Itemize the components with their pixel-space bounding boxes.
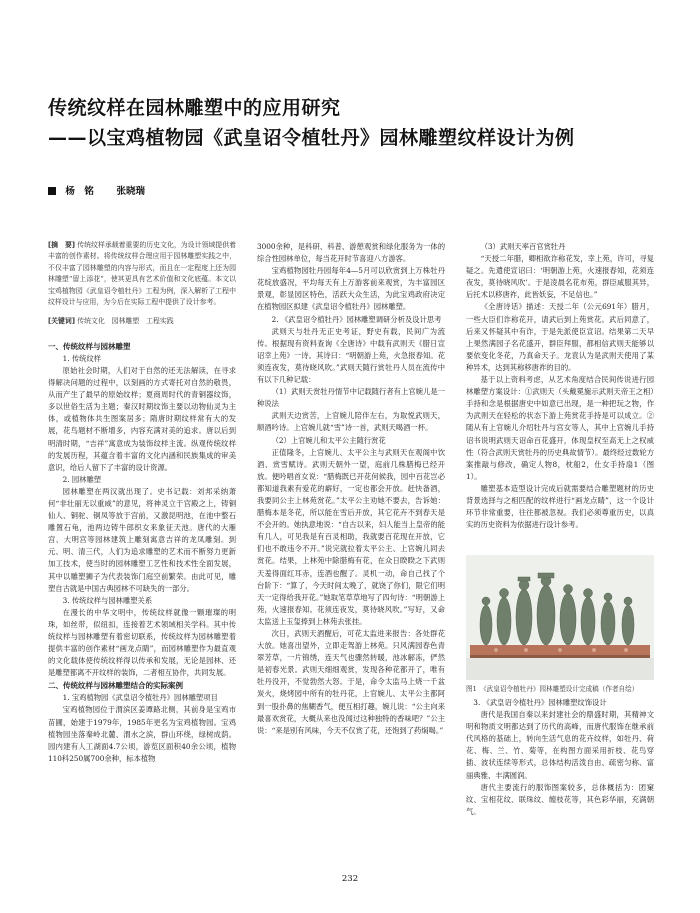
body-paragraph: 3000余种，是科研、科普、游憩观赏和绿化服务为一体的综合性园林单位，每当花开时节喜迎八方游客。 — [257, 242, 445, 264]
abstract-text: 传统纹样承载着重要的历史文化，为设计领域提供着丰富的创作素材。将传统纹样合理应用于园林雕塑实践之中，不仅丰富了园林雕塑的内容与形式，而且在一定程度上还为园林雕塑“留上添花”，使其更具有艺术价值和文化底蕴。本文以宝鸡植物园《武皇诏令植牡丹》工程为例，深入解析了工程中纹样设计与应用，为今后在实际工程中提供了设计参考。 — [48, 241, 236, 307]
text-column-3 — [466, 241, 654, 531]
subsection-heading: 2. 园林雕塑 — [62, 474, 102, 484]
body-paragraph: 《全唐诗话》描述：天授二年（公元691年）腊月，一些大臣们诈称花开，请武后到上苑赏花。武后同意了，后来又怀疑其中有诈，于是先派使臣宣诏。结果第二天早上果然满园子名花盛开，群臣拜服，都相信武则天能够以要依变化冬花，乃真命天子。龙袁认为是武则天使用了某种异术，达到其称移唐祚的目的。 — [466, 302, 654, 372]
body-paragraph: 宝鸡植物园牡丹园每年4—5月可以欣赏到上万株牡丹花绽放盛况，平均每天有上万游客前来观赏，为丰富园区景观，彰显园区特色，活跃大众生活，为此宝鸡政府决定在植物园区拟建《武皇诏令植牡丹》园林雕塑。 — [257, 266, 445, 312]
page-number: 232 — [341, 874, 359, 884]
subsection-heading: 2. 《武皇诏令植牡丹》园林雕塑调研分析及设计思考 — [271, 314, 442, 324]
abstract — [48, 240, 236, 308]
body-paragraph: 园林雕塑在两汉就出现了。史书记载：刘邦采纳萧何“非壮丽无以重威”的意见，将神灵立于宫殿之上，铸铜仙人、铜驼、铜凤等放于宫前，又激昆明池，在池中整石雕置石龟，池两边铸牛郎织女来象征天池。唐代的大雁宫、大明宫等园林建筑上雕刻寓意吉祥的龙凤雕刻。到元、明、清三代，人们为追求雕塑的艺术而不断努力更新加工技术，使当时的园林雕塑工艺性和技术性全面发展，其中以雕塑狮子为代表装饰门庭空前繁荣。由此可见，雕塑自古就是中国古典园林不可缺失的一部分。 — [48, 486, 236, 593]
body-paragraph: “天授二年腊，卿相欲诈称花发，幸上苑，许可，寻复疑之。先遣使宣诏曰：‘明朝游上苑，火速报春知，花须连夜发，莫待晓风吹’。于是凌晨名花布苑，群臣咸服其异，后托术以移唐祚，此皆妖妄，不足信也。” — [466, 254, 654, 300]
subsection-heading: 1. 宝鸡植物园《武皇诏令植牡丹》园林雕塑项目 — [62, 693, 218, 703]
title-line-2: ——以宝鸡植物园《武皇诏令植牡丹》园林雕塑纹样设计为例 — [48, 127, 575, 149]
abstract-label: [摘 要] — [48, 241, 76, 249]
figure-caption: 图1 《武皇诏令植牡丹》园林雕塑设计完成稿（作者自绘） — [466, 685, 639, 693]
body-paragraph: 原始社会时期，人们对于自然的还无法解读，在寻求得解决问题的过程中，以刻画的方式寄托对自然的敬畏，从而产生了最早的原始纹样；夏商周时代的青铜器纹饰，多以世俗生活为主题；秦汉时期纹饰主要以动物仙灵为主体，或植物体共生图案居多；隋唐时期纹样常有大的发展，花鸟题材不断增多，内容充满对美的追求。唐以后到明清时期，“吉祥”寓意成为装饰纹样主流。纵观传统纹样的发展历程，其蕴含着丰富的文化内涵和民族集成的审美意识，给后人留下了丰富的设计资源。 — [48, 365, 236, 472]
keywords-label: [关键词] — [48, 317, 75, 326]
article-title — [48, 93, 668, 153]
body-paragraph: 武则天与牡丹无正史考证，野史有载，民间广为流传。根据现有资料查询《全唐诗》中载有武则天《腊日宣诏幸上苑》一诗。其诗曰：“明朝游上苑，火急报春知。花须连夜发，莫待晓风吹。”武则天随行赏牡丹人员在流传中有以下几种记载： — [257, 326, 445, 385]
subsection-heading: 3. 《武皇诏令植牡丹》园林雕塑纹饰设计 — [473, 698, 607, 707]
keywords — [48, 316, 236, 327]
author-line — [48, 183, 145, 197]
body-paragraph: 雕塑基本造型设计完成后就需要结合雕塑题材的历史背景选择与之相匹配的纹样进行“画龙点睛”，这一个设计环节非常重要，往往都被忽视。我们必须尊重历史，以真实的历史资料为依据进行设计参考。 — [466, 483, 654, 530]
body-paragraph: 正值隆冬，上官婉儿、太平公主与武则天在观阁中饮酒、赏雪赋诗。武则天朝外一望，庭前几株腊梅已经开放。便吟唱首女说：“腊梅既已开花何候我，园中百花岂必都知道我素有爱花的癖好，一定也都会开放。赶快备酒，我要同公主上林苑赏花。”太平公主劝她不要去，告诉她：腊梅本是冬花，所以能在雪后开放，其它花卉不到春天是不会开的。她执意地说：“自古以来，妇人能当上皇帝的能有几人，可见我是有百灵相助，我就要百花现在开放，它们也不敢违令不开。”说完就拉着太平公主、上官婉儿同去赏花。结果，上林苑中除腊梅有花，在众日睽睽之下武则天羞得面红耳赤，连酒也醒了。灵机一动，命自己找了个台阶下：“算了，今天时间太晚了，就饶了你们，限它们明天一定得给我开花。”她取笔草草地写了四句诗：“明朝游上苑，火速报春知。花须连夜发，莫待晓风吹。”写好，又命太监送上玉玺捧到上林苑去张挂。 — [257, 447, 445, 626]
keywords-text: 传统文化 园林雕塑 工程实践 — [77, 317, 174, 326]
body-paragraph: 唐代是我国自秦以来封建社会的鼎盛时期，其精神文明和物质文明都达到了历代的高峰，而唐代服饰在继承前代风格的基础上，转向生活气息的花卉纹样，如牡丹、荷花、梅、兰、竹、菊等，在构图方面采用折枝、花鸟穿插、波状连续等形式，总体结构活泼自由、疏密匀称、富丽典雅、丰满圆润。 — [466, 710, 654, 780]
body-paragraph: 唐代主要流行的服饰图案较多，总体概括为：团窠纹、宝相花纹、联珠纹、缠枝花等，其色彩华丽，充满朝气。 — [466, 782, 654, 816]
subsection-heading: （3）武则天率百官赏牡丹 — [480, 242, 566, 251]
text-column-3-lower — [466, 697, 654, 818]
body-paragraph: （1）武则天赏牡丹情节中记载随行者有上官婉儿是一种说法 — [257, 387, 445, 409]
text-column-1 — [48, 240, 236, 765]
square-bullet-icon — [48, 187, 56, 195]
body-paragraph: 在漫长的中华文明中，传统纹样就像一颗璀璨的明珠，如丝带，似纽扣，连接着艺术领域相关学科。其中传统纹样与园林雕塑有着密切联系，传统纹样为园林雕塑着提供丰富的创作素材“画龙点睛”，而园林雕塑作为最直观的文化载体使传统纹样得以传承和发展，无论是园林、还是雕塑都离不开纹样的装饰，二者相互协作，共同发展。 — [48, 607, 236, 678]
body-paragraph: 次日，武则天酒醒后，可花太监进来报告：各处群花大放。她喜出望外，立即走驾游上林苑。只风满园春色青翠芳草，一片锦绣，连天气也骤然转暖，池冰解冻，俨然是初春光景。武则天细细观赏，发现各种花都开了，唯有牡丹没开，不觉勃然大怒。于是，命令太监马上烧一千盆炭火，烧烤园中所有的牡丹花，上官婉儿、太平公主都阿到一股扑鼻的焦糊香气，便互相打趣，婉儿说：“公主向来最喜欢赏花，大概从来也没闻过这种独特的香味吧？”公主说：“来是别有风味，今天不仅赏了花，还饱到了药焖喝。” — [257, 629, 445, 735]
sculpture-figure — [466, 555, 654, 680]
body-paragraph: 基于以上资料考虑，从艺术角度结合民间传说进行园林雕塑方案设计：①武则天（头戴冕旒示武则天帝王之相）手持和念是根据唐史中如意已出现，是一种把玩之物，作为武则天在轻松的状态下游上苑赏花手持是可以成立。②随从有上官婉儿介绍牡丹与宫女等人，其中上官婉儿手持诏书说明武则天诏命百花盛开，体现皇权至高无上之权威性（符合武则天赏牡丹的历史典故情节）。最终经过数轮方案推敲与修改，确定人物8，枕船2，仕女手持扇1（图1）。 — [466, 375, 654, 481]
subsection-heading: 3. 传统纹样与园林雕塑关系 — [62, 595, 153, 605]
author-name: 张晓瑞 — [116, 186, 145, 197]
body-paragraph: （2）上官婉儿和太平公主随行赏花 — [271, 435, 386, 445]
body-paragraph: 武则天边赏苦，上官婉儿陪伴左右，为取悦武则天，顺酒吟诗。上官婉儿就“雪”诗一首，武则天喝酒一杯。 — [257, 411, 445, 433]
title-line-1: 传统纹样在园林雕塑中的应用研究 — [48, 97, 341, 119]
author-name: 杨 铭 — [65, 186, 94, 197]
body-paragraph: 宝鸡植物园位于渭滨区姜谭路北侧，其前身是宝鸡市苗圃，始建于1979年，1985年更名为宝鸡植物园。宝鸡植物园坐落秦岭北麓、渭水之滨，群山环绕，绿树成荫。园内建有人工湖面4.7公顷，游览区面积40余公顷，植物110科250属700余种，标本植物 — [48, 705, 236, 763]
section-heading: 一、传统纹样与园林雕塑 — [48, 341, 131, 351]
subsection-heading: 1. 传统纹样 — [62, 353, 102, 363]
section-heading: 二、传统纹样与园林雕塑结合的实际案例 — [48, 681, 183, 691]
text-column-2 — [257, 241, 445, 737]
